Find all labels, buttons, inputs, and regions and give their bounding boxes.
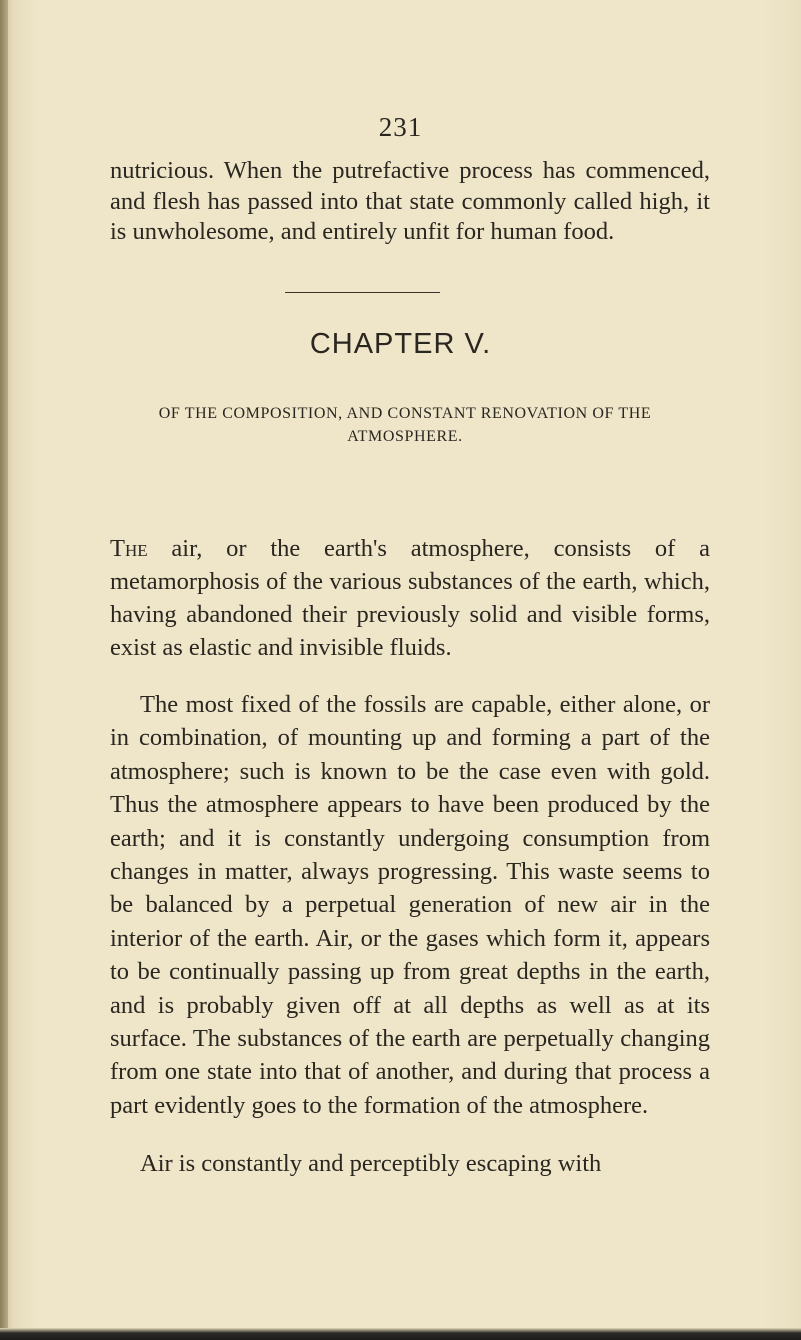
body-paragraph-1 [110,532,710,664]
page-spine-shadow [0,0,8,1340]
section-divider [285,292,440,293]
chapter-subtitle: OF THE COMPOSITION, AND CONSTANT RENOVATION OF THE ATMOSPHERE. [158,405,652,445]
body-paragraph-2: The most fixed of the fossils are capable, either alone, or in combination, of mounting up and forming a part of the atmosphere; such is known to be the case even with gold. Thus the atmosphere appears to have been produced by the earth; and it is constantly undergoing consumption from changes in matter, always progressing. This waste seems to be balanced by a perpetual generation of new air in the interior of the earth. Air, or the gases which form it, appears to be continually passing up from great depths in the earth, and is probably given off at all depths as well as at its surface. The substances of the earth are perpetually changing from one state into that of another, and during that process a part evidently goes to the formation of the atmosphere. [110,691,710,1119]
paragraph-lead-word: The [110,535,148,562]
page-number: 231 [378,112,423,142]
opening-paragraph: nutricious. When the putrefactive process has commenced, and flesh has passed into that state commonly called high, it is unwholesome, and entirely unfit for human food. [110,157,710,245]
chapter-title: CHAPTER V. [309,328,492,360]
paragraph-text: air, or the earth's atmosphere, consists of a metamorphosis of the various substances of the earth, which, having abandoned their previously solid and visible forms, exist as elastic and invisible fluids. [110,535,710,661]
page-bottom-edge [0,1328,801,1340]
body-paragraph-3: Air is constantly and perceptibly escaping with [140,1150,602,1177]
